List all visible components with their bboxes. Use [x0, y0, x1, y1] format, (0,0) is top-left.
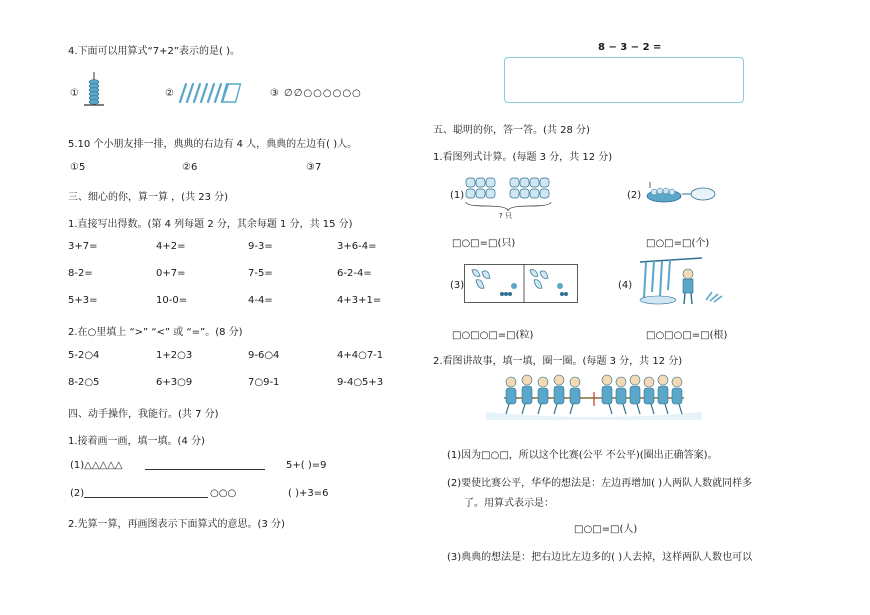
pan-picture: [646, 180, 716, 208]
s4-p1-row2-label: (2): [70, 488, 85, 499]
item-3-answer[interactable]: □○□○□=□(粒): [452, 330, 534, 341]
s4-p1-row1-label: (1)△△△△△: [70, 460, 123, 471]
compare-cell: 7○9-1: [248, 377, 280, 388]
sticks-picture: [176, 82, 246, 104]
q4-option-1-label: ①: [70, 88, 79, 99]
section-5-title: 五、聪明的你，答一答。(共 28 分): [433, 125, 590, 136]
calc-cell: 3+7=: [68, 241, 98, 252]
s4-part2-title: 2.先算一算，再画图表示下面算式的意思。(3 分): [68, 519, 285, 530]
p2-question-3: (3)典典的想法是：把右边比左边多的( )人去掉，这样两队人数也可以: [447, 552, 753, 563]
calc-cell: 9-3=: [248, 241, 273, 252]
calc-cell: 4-4=: [248, 295, 273, 306]
s4-p1-row1-equation: 5+( )=9: [286, 460, 327, 471]
s3-part2-title: 2.在○里填上 “>” “<” 或 “=”。(8 分): [68, 327, 243, 338]
ants-picture: [464, 264, 578, 304]
s4-p1-row2-equation: ( )+3=6: [288, 488, 329, 499]
s5-part1-title: 1.看图列式计算。(每题 3 分，共 12 分): [433, 152, 613, 163]
calc-cell: 6-2-4=: [337, 268, 372, 279]
item-1-answer[interactable]: □○□=□(只): [452, 238, 516, 249]
item-4-answer[interactable]: □○□○□=□(根): [646, 330, 728, 341]
s3-p1-row-1: [68, 241, 376, 252]
draw-blank-line[interactable]: [145, 460, 265, 470]
compare-cell: 6+3○9: [156, 377, 193, 388]
item-2-answer[interactable]: □○□=□(个): [646, 238, 710, 249]
question-4-title: 4.下面可以用算式“7+2”表示的是( )。: [68, 46, 240, 57]
q4-option-2-label: ②: [165, 88, 174, 99]
s3-p1-row-2: [68, 268, 372, 279]
compare-cell: 5-2○4: [68, 350, 100, 361]
s3-part1-title: 1.直接写出得数。(第 4 列每题 2 分，其余每题 1 分，共 15 分): [68, 219, 353, 230]
section-3-title: 三、细心的你，算一算 ，(共 23 分): [68, 192, 229, 203]
q4-option-3-label: ③: [270, 88, 279, 99]
calc-cell: 4+3+1=: [337, 295, 382, 306]
tug-of-war-picture: [484, 366, 704, 422]
item-3-label: (3): [450, 280, 465, 291]
s4-part1-title: 1.接着画一画，填一填。(4 分): [68, 436, 205, 447]
q5-option-1: ①5: [70, 162, 86, 173]
s3-p1-row-3: [68, 295, 381, 306]
question-5-title: 5.10 个小朋友排一排，典典的右边有 4 人，典典的左边有( )人。: [68, 139, 358, 150]
calc-cell: 10-0=: [156, 295, 188, 306]
drawing-answer-box[interactable]: [504, 57, 744, 103]
rack-picture: [636, 252, 726, 308]
q5-option-2: ②6: [182, 162, 198, 173]
compare-cell: 9-4○5+3: [337, 377, 384, 388]
s3-p2-row-1: [68, 350, 383, 361]
calc-cell: 7-5=: [248, 268, 273, 279]
calc-cell: 3+6-4=: [337, 241, 377, 252]
calc-cell: 8-2=: [68, 268, 93, 279]
s4-p1-row2-circles: ○○○: [210, 488, 237, 499]
compare-cell: 8-2○5: [68, 377, 100, 388]
p2-question-2-equation[interactable]: □○□=□(人): [574, 524, 638, 535]
section-4-title: 四、动手操作，我能行。(共 7 分): [68, 409, 219, 420]
calc-cell: 0+7=: [156, 268, 186, 279]
p2-question-2-line1: (2)要使比赛公平，华华的想法是：左边再增加( )人两队人数就同样多: [447, 478, 753, 489]
abacus-picture: [80, 70, 108, 112]
item-4-label: (4): [618, 280, 633, 291]
item-1-brace-text: ? 只: [499, 212, 512, 220]
p2-question-2-line2: 了。用算式表示是：: [464, 498, 554, 509]
compare-cell: 4+4○7-1: [337, 350, 384, 361]
compare-cell: 9-6○4: [248, 350, 280, 361]
s5-part2-title: 2.看图讲故事，填一填，圈一圈。(每题 3 分，共 12 分): [433, 356, 683, 367]
top-equation: 8 − 3 − 2 =: [598, 42, 662, 53]
p2-question-1: (1)因为□○□，所以这个比赛(公平 不公平)(圈出正确答案)。: [447, 450, 718, 461]
item-1-label: (1): [450, 190, 465, 201]
calc-cell: 5+3=: [68, 295, 98, 306]
item-2-label: (2): [627, 190, 642, 201]
draw-blank-line[interactable]: [84, 488, 208, 498]
compare-cell: 1+2○3: [156, 350, 193, 361]
calc-cell: 4+2=: [156, 241, 186, 252]
q5-option-3: ③7: [306, 162, 322, 173]
s3-p2-row-2: [68, 377, 383, 388]
q4-option-3-symbols: ∅∅○○○○○○: [284, 88, 362, 99]
